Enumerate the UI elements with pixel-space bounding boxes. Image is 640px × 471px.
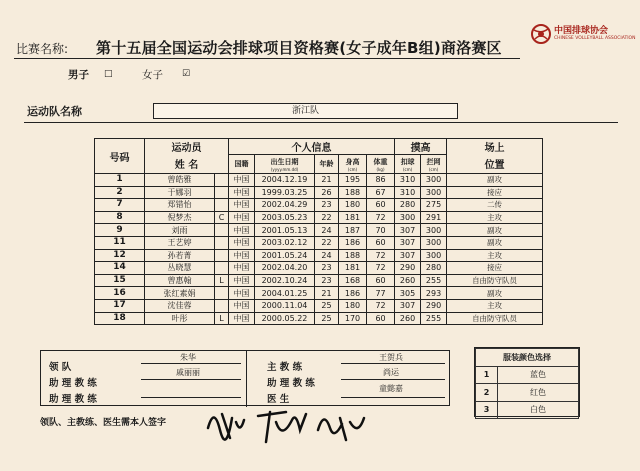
head-coach-name[interactable]: 王贺兵	[379, 353, 403, 362]
cell-name: 郑错怡	[145, 199, 215, 212]
handwritten-signatures	[200, 400, 370, 450]
cell-position: 主攻	[447, 249, 543, 262]
cell-block: 280	[421, 262, 447, 275]
cell-position: 接应	[447, 186, 543, 199]
cell-name: 张红素娟	[145, 287, 215, 300]
cell-mark	[215, 262, 229, 275]
cell-name: 丛晓慧	[145, 262, 215, 275]
col-weight-unit: (kg)	[376, 166, 385, 172]
cell-block: 291	[421, 211, 447, 224]
cell-age: 22	[315, 236, 339, 249]
assistant-coach-3-label: 助 理 教 练	[267, 378, 315, 389]
cell-number: 11	[95, 236, 145, 249]
col-weight-label: 体重	[373, 157, 388, 166]
cell-mark: C	[215, 211, 229, 224]
male-checkbox[interactable]: □	[104, 69, 113, 79]
col-dob	[255, 155, 315, 174]
uniform-color-box	[474, 347, 580, 417]
cell-nationality: 中国	[229, 211, 255, 224]
cell-weight: 72	[367, 299, 395, 312]
cell-dob: 2001.05.24	[255, 249, 315, 262]
color-option-name: 白色	[498, 401, 579, 419]
cell-height: 187	[339, 224, 367, 237]
doctor-underline	[341, 397, 445, 398]
cell-weight: 70	[367, 224, 395, 237]
female-checkbox-checked[interactable]: ☑	[182, 69, 191, 79]
col-dob-format: (yyyy.mm.dd)	[270, 166, 299, 172]
cell-weight: 67	[367, 186, 395, 199]
cell-dob: 2002.04.20	[255, 262, 315, 275]
cell-name: 叶彤	[145, 312, 215, 325]
cell-nationality: 中国	[229, 199, 255, 212]
cell-mark	[215, 174, 229, 187]
col-age: 年龄	[315, 155, 339, 174]
col-spike-label: 扣球	[400, 157, 415, 166]
cell-weight: 60	[367, 274, 395, 287]
cell-spike: 280	[395, 199, 421, 212]
team-name-field[interactable]: 浙江队	[153, 103, 458, 119]
color-option[interactable]	[476, 401, 579, 419]
color-option-name: 红色	[498, 384, 579, 402]
cell-number: 14	[95, 262, 145, 275]
cell-weight: 60	[367, 312, 395, 325]
staff-divider	[246, 351, 247, 407]
cell-number: 16	[95, 287, 145, 300]
cell-age: 23	[315, 262, 339, 275]
cell-mark	[215, 287, 229, 300]
cell-name: 曾皓雅	[145, 174, 215, 187]
cell-name: 曾惠翰	[145, 274, 215, 287]
assistant-3-underline	[341, 379, 445, 380]
cell-name: 孙若菁	[145, 249, 215, 262]
cell-height: 181	[339, 262, 367, 275]
cell-number: 8	[95, 211, 145, 224]
staff-box	[40, 350, 450, 406]
col-height-label: 身高	[345, 157, 360, 166]
cell-mark	[215, 224, 229, 237]
cell-nationality: 中国	[229, 224, 255, 237]
col-height-unit: (cm)	[347, 166, 358, 172]
col-weight	[367, 155, 395, 174]
cell-block: 300	[421, 186, 447, 199]
cell-name: 王艺婷	[145, 236, 215, 249]
col-block-unit: (cm)	[428, 166, 439, 172]
color-option-number: 2	[476, 384, 498, 402]
cell-number: 9	[95, 224, 145, 237]
cell-spike: 260	[395, 312, 421, 325]
cell-number: 2	[95, 186, 145, 199]
cell-height: 188	[339, 249, 367, 262]
leader-underline	[141, 363, 241, 364]
signature-label: 领队、主教练、医生需本人签字	[40, 418, 167, 428]
cell-spike: 310	[395, 186, 421, 199]
cell-height: 168	[339, 274, 367, 287]
col-block-label: 拦网	[426, 157, 441, 166]
table-row	[95, 174, 543, 187]
cell-spike: 307	[395, 236, 421, 249]
cell-age: 25	[315, 299, 339, 312]
col-athlete: 运动员	[145, 139, 229, 155]
cell-age: 23	[315, 274, 339, 287]
col-height	[339, 155, 367, 174]
cell-weight: 86	[367, 174, 395, 187]
col-nationality: 国籍	[229, 155, 255, 174]
cell-spike: 307	[395, 249, 421, 262]
cell-nationality: 中国	[229, 249, 255, 262]
assistant-underline	[141, 379, 241, 380]
col-position-1: 场上	[447, 139, 543, 155]
cell-position: 副攻	[447, 287, 543, 300]
cell-position: 二传	[447, 199, 543, 212]
cell-name: 于娜羽	[145, 186, 215, 199]
team-name-label: 运动队名称	[27, 105, 82, 118]
cell-position: 副攻	[447, 236, 543, 249]
cell-spike: 310	[395, 174, 421, 187]
cell-position: 副攻	[447, 224, 543, 237]
cell-mark: L	[215, 274, 229, 287]
cell-nationality: 中国	[229, 312, 255, 325]
cell-block: 255	[421, 312, 447, 325]
uniform-color-table	[475, 348, 579, 419]
cell-dob: 2004.12.19	[255, 174, 315, 187]
col-position-2: 位置	[447, 155, 543, 174]
cell-height: 180	[339, 299, 367, 312]
head-coach-underline	[341, 363, 445, 364]
col-dob-label: 出生日期	[270, 157, 299, 166]
cell-block: 300	[421, 236, 447, 249]
cell-nationality: 中国	[229, 186, 255, 199]
table-row	[95, 211, 543, 224]
color-option[interactable]	[476, 366, 579, 384]
col-reach: 摸高	[395, 139, 447, 155]
cell-weight: 72	[367, 211, 395, 224]
color-option-number: 1	[476, 366, 498, 384]
cell-number: 15	[95, 274, 145, 287]
cell-dob: 1999.03.25	[255, 186, 315, 199]
cell-number: 18	[95, 312, 145, 325]
cell-weight: 72	[367, 262, 395, 275]
table-row	[95, 199, 543, 212]
cell-age: 22	[315, 211, 339, 224]
cell-spike: 307	[395, 224, 421, 237]
cell-nationality: 中国	[229, 262, 255, 275]
cell-position: 主攻	[447, 299, 543, 312]
leader-label: 领 队	[49, 362, 72, 373]
cell-position: 主攻	[447, 211, 543, 224]
cell-weight: 77	[367, 287, 395, 300]
cell-mark	[215, 199, 229, 212]
cell-number: 12	[95, 249, 145, 262]
cell-position: 副攻	[447, 174, 543, 187]
cell-spike: 300	[395, 211, 421, 224]
table-row	[95, 249, 543, 262]
cell-age: 21	[315, 174, 339, 187]
doctor-name[interactable]: 童懿嘉	[379, 384, 403, 393]
roster-body	[95, 174, 543, 325]
table-row	[95, 262, 543, 275]
cell-name: 倪梦杰	[145, 211, 215, 224]
color-option[interactable]	[476, 384, 579, 402]
cell-age: 23	[315, 199, 339, 212]
cell-name: 沈佳蓉	[145, 299, 215, 312]
cell-age: 26	[315, 186, 339, 199]
head-coach-label: 主 教 练	[267, 362, 303, 373]
cell-nationality: 中国	[229, 274, 255, 287]
cell-nationality: 中国	[229, 174, 255, 187]
color-option-name: 蓝色	[498, 366, 579, 384]
table-row	[95, 299, 543, 312]
logo-text: 中国排球协会	[554, 26, 609, 36]
cell-dob: 2000.11.04	[255, 299, 315, 312]
col-number: 号码	[95, 139, 145, 174]
logo-subtext: CHINESE VOLLEYBALL ASSOCIATION	[554, 36, 636, 41]
cell-nationality: 中国	[229, 236, 255, 249]
col-block	[421, 155, 447, 174]
cell-spike: 290	[395, 262, 421, 275]
cell-height: 180	[339, 199, 367, 212]
header-underline	[14, 58, 520, 59]
cell-number: 7	[95, 199, 145, 212]
table-row	[95, 236, 543, 249]
cell-block: 293	[421, 287, 447, 300]
gender-female-label: 女子	[142, 69, 163, 81]
competition-title: 第十五届全国运动会排球项目资格赛(女子成年B组)商洛赛区	[96, 39, 502, 57]
assistant-coach-2-label: 助 理 教 练	[49, 394, 97, 405]
team-underline	[24, 122, 618, 123]
cell-mark	[215, 236, 229, 249]
cell-spike: 260	[395, 274, 421, 287]
assistant-coach-3-name[interactable]: 尚运	[383, 368, 399, 377]
cell-position: 接应	[447, 262, 543, 275]
cell-nationality: 中国	[229, 287, 255, 300]
assistant-coach-label: 助 理 教 练	[49, 378, 97, 389]
cell-block: 300	[421, 249, 447, 262]
cell-number: 17	[95, 299, 145, 312]
cell-height: 186	[339, 287, 367, 300]
col-spike-unit: (cm)	[402, 166, 413, 172]
table-row	[95, 287, 543, 300]
doctor-label: 医 生	[267, 394, 290, 405]
table-row	[95, 312, 543, 325]
table-row	[95, 224, 543, 237]
cell-dob: 2000.05.22	[255, 312, 315, 325]
roster-table	[94, 138, 543, 325]
volleyball-logo-icon	[530, 22, 552, 46]
cell-block: 290	[421, 299, 447, 312]
cell-height: 188	[339, 186, 367, 199]
cell-block: 300	[421, 174, 447, 187]
cell-dob: 2004.01.25	[255, 287, 315, 300]
cell-age: 24	[315, 249, 339, 262]
cell-age: 24	[315, 224, 339, 237]
cell-mark	[215, 186, 229, 199]
cell-nationality: 中国	[229, 299, 255, 312]
uniform-color-title: 服装颜色选择	[476, 349, 579, 367]
cell-age: 21	[315, 287, 339, 300]
cell-block: 255	[421, 274, 447, 287]
cell-mark	[215, 249, 229, 262]
competition-label: 比赛名称:	[16, 42, 69, 56]
cell-height: 181	[339, 211, 367, 224]
cell-name: 刘雨	[145, 224, 215, 237]
cell-dob: 2003.02.12	[255, 236, 315, 249]
cell-dob: 2002.04.29	[255, 199, 315, 212]
assistant-coach-name[interactable]: 戚丽丽	[176, 368, 200, 377]
cell-dob: 2001.05.13	[255, 224, 315, 237]
cell-mark: L	[215, 312, 229, 325]
cell-height: 195	[339, 174, 367, 187]
table-row	[95, 274, 543, 287]
col-personal-info: 个人信息	[229, 139, 395, 155]
col-spike	[395, 155, 421, 174]
leader-name[interactable]: 朱华	[180, 353, 196, 362]
cell-age: 25	[315, 312, 339, 325]
table-row	[95, 186, 543, 199]
assistant-2-underline	[141, 397, 241, 398]
cell-number: 1	[95, 174, 145, 187]
cell-dob: 2002.10.24	[255, 274, 315, 287]
color-option-number: 3	[476, 401, 498, 419]
cell-mark	[215, 299, 229, 312]
cell-weight: 60	[367, 236, 395, 249]
cell-dob: 2003.05.23	[255, 211, 315, 224]
cell-height: 170	[339, 312, 367, 325]
cell-block: 300	[421, 224, 447, 237]
cell-spike: 305	[395, 287, 421, 300]
cell-height: 186	[339, 236, 367, 249]
cva-logo	[530, 22, 640, 48]
cell-spike: 307	[395, 299, 421, 312]
cell-weight: 72	[367, 249, 395, 262]
col-name: 姓 名	[145, 155, 229, 174]
cell-block: 275	[421, 199, 447, 212]
cell-position: 自由防守队员	[447, 274, 543, 287]
cell-position: 自由防守队员	[447, 312, 543, 325]
cell-weight: 60	[367, 199, 395, 212]
gender-male-label: 男子	[68, 69, 89, 81]
